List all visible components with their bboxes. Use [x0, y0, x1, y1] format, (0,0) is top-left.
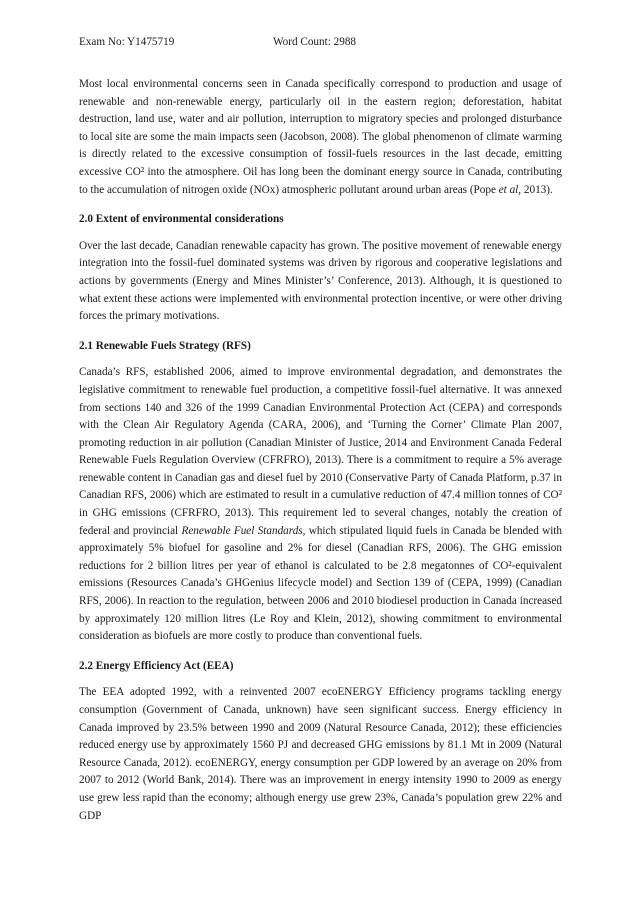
- page-header: [79, 34, 562, 50]
- paragraph-2-1: [79, 364, 562, 646]
- heading-2-1: 2.1 Renewable Fuels Strategy (RFS): [79, 339, 251, 352]
- exam-number: Exam No: Y1475719: [79, 36, 175, 48]
- heading-2-0: 2.0 Extent of environmental considerations: [79, 213, 284, 226]
- document-page: [79, 34, 562, 825]
- heading-2-2: 2.2 Energy Efficiency Act (EEA): [79, 659, 234, 672]
- rfs-italic-standards: Renewable Fuel Standards: [181, 524, 303, 537]
- rfs-text-1: Canada’s RFS, established 2006, aimed to improve environmental degradation, and demonstrates the legislative commitment to renewable fuel production, a competitive fossil-fuel alternative. It was annexed from sections 140 and 326 of the 1999 Canadian Environmental Protection Act (CEPA) and corresponds with the Clean Air Regulatory Agenda (CARA, 2006), and ‘Turning the Corner’ Climate Plan 2007, promoting reduction in air pollution (Canadian Minister of Justice, 2014 and Environment Canada Federal Renewable Fuels Regulation Overview (CFRFRO), 2013). There is a commitment to require a 5% average renewable content in Canadian gas and diesel fuel by 2010 (Conservative Party of Canada Platform, p.37 in Canadian RFS, 2006) which are estimated to result in a cumulative reduction of 47.4 million tonnes of CO² in GHG emissions (CFRFRO, 2013). This requirement led to several changes, notably the creation of federal and provincial: [79, 366, 562, 537]
- intro-text-2: , 2013).: [518, 183, 553, 196]
- intro-text-1: Most local environmental concerns seen in Canada specifically correspond to production and usage of renewable and non-renewable energy, particularly oil in the eastern region; deforestation, habitat destruction, land use, water and air pollution, interruption to migratory species and prolonged disturbance to local site are some the main impacts seen (Jacobson, 2008). The global phenomenon of climate warming is directly related to the excessive consumption of fossil-fuels resources in the last decade, emitting excessive CO² into the atmosphere. Oil has long been the dominant energy source in Canada, contributing to the accumulation of nitrogen oxide (NOx) atmospheric pollutant around urban areas (Pope: [79, 78, 562, 196]
- word-count: Word Count: 2988: [273, 36, 357, 48]
- intro-italic-et-al: et al: [498, 183, 519, 196]
- paragraph-2-2: The EEA adopted 1992, with a reinvented 2007 ecoENERGY Efficiency programs tackling energy consumption (Government of Canada, unknown) have seen significant success. Energy efficiency in Canada improved by 23.5% between 1990 and 2009 (Natural Resource Canada, 2012); these efficiencies reduced energy use by approximately 1560 PJ and decreased GHG emissions by 81.1 Mt in 2009 (Natural Resource Canada, 2012). ecoENERGY, energy consumption per GDP lowered by an average on 20% from 2007 to 2012 (World Bank, 2014). There was an improvement in energy intensity 1990 to 2009 as energy use grew less rapid than the economy; although energy use grew 23%, Canada’s population grew 22% and GDP: [79, 686, 562, 822]
- intro-paragraph: [79, 76, 562, 199]
- paragraph-2-0: Over the last decade, Canadian renewable capacity has grown. The positive movement of renewable energy integration into the fossil-fuel dominated systems was driven by rigorous and cooperative legislations and actions by governments (Energy and Mines Minister’s’ Conference, 2013). Although, it is questioned to what extent these actions were implemented with environmental protection incentive, or were other driving forces the primary motivations.: [79, 239, 562, 323]
- rfs-text-2: , which stipulated liquid fuels in Canada be blended with approximately 5% biofuel for gasoline and 2% for diesel (Canadian RFS, 2006). The GHG emission reductions for 2 billion litres per year of ethanol is calculated to be 2.8 megatonnes of CO²-equivalent emissions (Resources Canada’s GHGenius lifecycle model) and Section 139 of (CEPA, 1999) (Canadian RFS, 2006). In reaction to the regulation, between 2006 and 2010 biodiesel production in Canada increased by approximately 120 million litres (Le Roy and Klein, 2012), showing commitment to environmental consideration as biofuels are more costly to produce than conventional fuels.: [79, 524, 563, 643]
